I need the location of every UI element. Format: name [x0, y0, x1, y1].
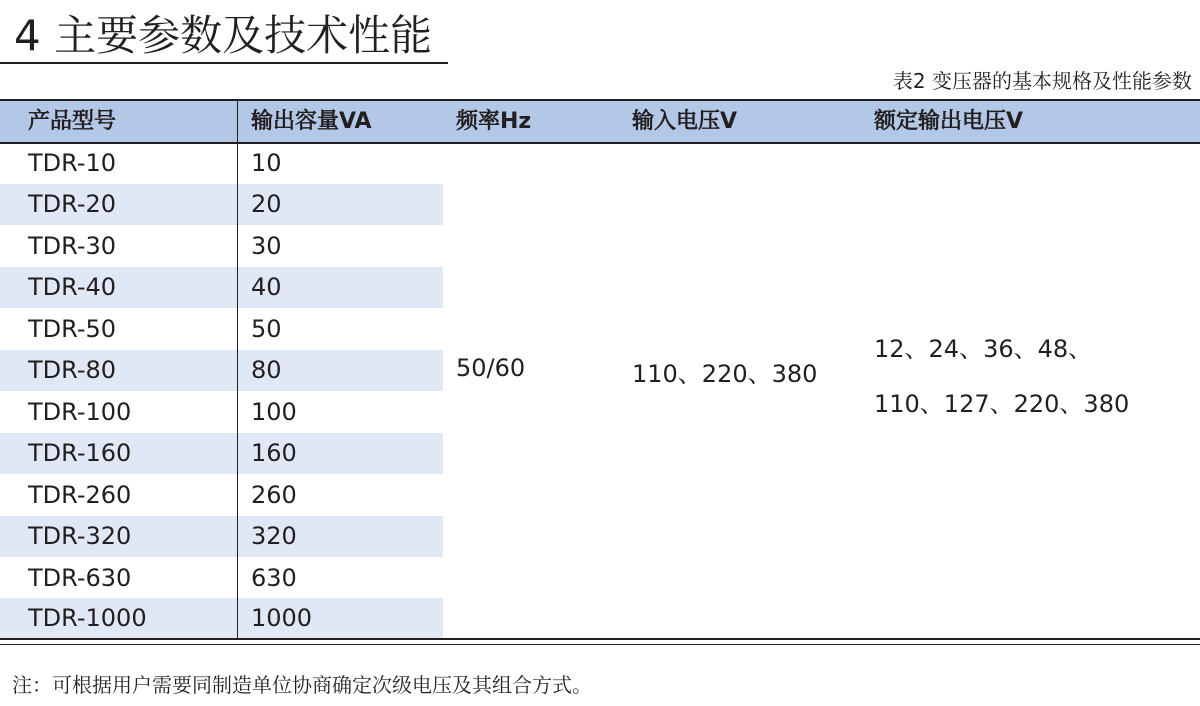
merged-frequency: 50/60 [456, 354, 526, 382]
cell-capacity: 100 [251, 398, 297, 426]
cell-capacity: 260 [251, 481, 297, 509]
cell-model: TDR-100 [28, 398, 132, 426]
table-header-rule [0, 142, 1200, 144]
merged-input-voltage: 110、220、380 [632, 360, 818, 388]
cell-model: TDR-20 [28, 190, 117, 218]
footnote: 注：可根据用户需要同制造单位协商确定次级电压及其组合方式。 [12, 673, 592, 697]
cell-capacity: 80 [251, 356, 282, 384]
page-title: 4 主要参数及技术性能 [14, 11, 433, 60]
header-model: 产品型号 [28, 109, 117, 134]
cell-model: TDR-80 [28, 356, 117, 384]
cell-capacity: 20 [251, 190, 282, 218]
header-frequency: 频率Hz [456, 109, 532, 134]
cell-capacity: 630 [251, 564, 297, 592]
cell-model: TDR-40 [28, 273, 117, 301]
merged-output-voltage [874, 322, 1129, 432]
table-bottom-rule-thin [0, 644, 1200, 645]
cell-model: TDR-260 [28, 481, 132, 509]
header-input-voltage: 输入电压V [632, 109, 738, 134]
cell-capacity: 1000 [251, 604, 313, 632]
cell-model: TDR-320 [28, 522, 132, 550]
cell-model: TDR-1000 [28, 604, 147, 632]
cell-capacity: 10 [251, 149, 282, 177]
header-capacity: 输出容量VA [251, 109, 372, 134]
cell-model: TDR-160 [28, 439, 132, 467]
cell-capacity: 320 [251, 522, 297, 550]
cell-model: TDR-50 [28, 315, 117, 343]
cell-model: TDR-10 [28, 149, 117, 177]
column-divider [237, 101, 238, 639]
cell-capacity: 30 [251, 232, 282, 260]
table-caption: 表2 变压器的基本规格及性能参数 [892, 69, 1192, 93]
output-voltage-line: 110、127、220、380 [874, 390, 1130, 418]
cell-model: TDR-630 [28, 564, 132, 592]
cell-capacity: 50 [251, 315, 282, 343]
header-output-voltage: 额定输出电压V [874, 109, 1024, 134]
title-underline [0, 62, 448, 64]
cell-model: TDR-30 [28, 232, 117, 260]
table-bottom-rule [0, 638, 1200, 640]
output-voltage-line: 12、24、36、48、 [874, 335, 1093, 363]
cell-capacity: 40 [251, 273, 282, 301]
cell-capacity: 160 [251, 439, 297, 467]
